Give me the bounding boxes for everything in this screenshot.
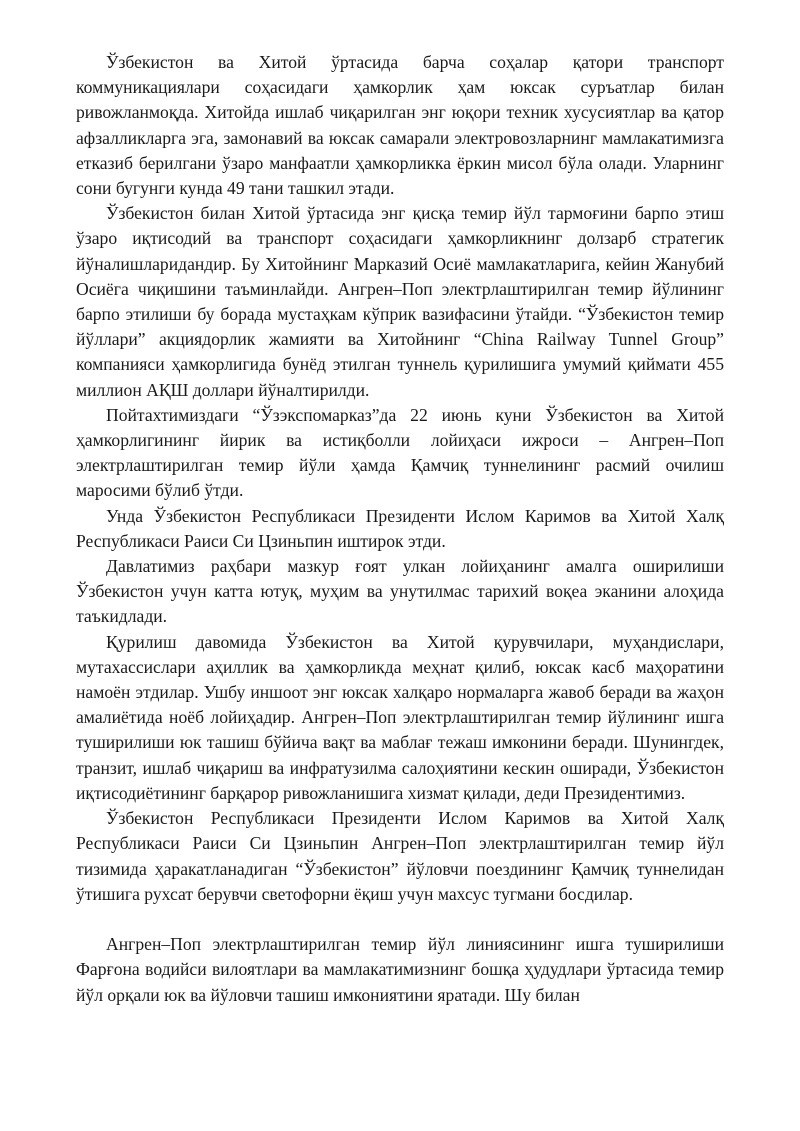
paragraph: Қурилиш давомида Ўзбекистон ва Хитой қурувчилари, муҳандислари, мутахассислари аҳиллик ва ҳамкорликда меҳнат қилиб, юксак касб маҳоратини намоён этдилар. Ушбу иншоот энг юксак халқаро нормаларга жавоб беради ва жаҳон амалиётида ноёб лойиҳадир. Ангрен–Поп электрлаштирилган темир йўлининг ишга туширилиши юк ташиш бўйича вақт ва маблағ тежаш имконини беради. Шунингдек, транзит, ишлаб чиқариш ва инфратузилма салоҳиятини кескин оширади, Ўзбекистон иқтисодиётининг барқарор ривожланишига хизмат қилади, деди Президентимиз. bbox=[76, 631, 724, 803]
paragraph: Пойтахтимиздаги “Ўзэкспомарказ”да 22 июнь куни Ўзбекистон ва Хитой ҳамкорлигининг йирик ва истиқболли лойиҳаси ижроси – Ангрен–Поп электрлаштирилган темир йўли ҳамда Қамчиқ туннелининг расмий очилиш маросими бўлиб ўтди. bbox=[76, 404, 724, 501]
paragraph: Ангрен–Поп электрлаштирилган темир йўл линиясининг ишга туширилиши Фарғона водийси вилоятлари ва мамлакатимизнинг бошқа ҳудудлари ўртасида темир йўл орқали юк ва йўловчи ташиш имкониятини яратади. Шу билан bbox=[76, 934, 724, 1005]
document-page bbox=[76, 50, 724, 1008]
paragraph: Ўзбекистон билан Хитой ўртасида энг қисқа темир йўл тармоғини барпо этиш ўзаро иқтисодий ва транспорт соҳасидаги ҳамкорликнинг долзарб стратегик йўналишларидандир. Бу Хитойнинг Марказий Осиё мамлакатларига, кейин Жанубий Осиёга чиқишини таъминлайди. Ангрен–Поп электрлаштирилган темир йўлининг барпо этилиши бу борада мустаҳкам кўприк вазифасини ўтайди. “Ўзбекистон темир йўллари” акциядорлик жамияти ва Хитойнинг “China Railway Tunnel Group” компанияси ҳамкорлигида бунёд этилган туннель қурилишига умумий қиймати 455 миллион АҚШ доллари йўналтирилди. bbox=[76, 203, 724, 400]
paragraph: Унда Ўзбекистон Республикаси Президенти Ислом Каримов ва Хитой Халқ Республикаси Раиси Си Цзиньпин иштирок этди. bbox=[76, 505, 724, 551]
paragraph: Давлатимиз раҳбари мазкур ғоят улкан лойиҳанинг амалга оширилиши Ўзбекистон учун катта ютуқ, муҳим ва унутилмас тарихий воқеа эканини алоҳида таъкидлади. bbox=[76, 556, 724, 627]
paragraph: Ўзбекистон ва Хитой ўртасида барча соҳалар қатори транспорт коммуникациялари соҳасидаги ҳамкорлик ҳам юксак суръатлар билан ривожланмоқда. Хитойда ишлаб чиқарилган энг юқори техник хусусиятлар ва қатор афзалликларга эга, замонавий ва юксак самарали электровозларнинг мамлакатимизга етказиб берилгани ўзаро манфаатли ҳамкорликка ёркин мисол бўла олади. Уларнинг сони бугунги кунда 49 тани ташкил этади. bbox=[76, 52, 724, 199]
paragraph: Ўзбекистон Республикаси Президенти Ислом Каримов ва Хитой Халқ Республикаси Раиси Си Цзиньпин Ангрен–Поп электрлаштирилган темир йўл тизимида ҳаракатланадиган “Ўзбекистон” йўловчи поездининг Қамчиқ туннелидан ўтишига рухсат берувчи светофорни ёқиш учун махсус тугмани босдилар. bbox=[76, 808, 724, 904]
